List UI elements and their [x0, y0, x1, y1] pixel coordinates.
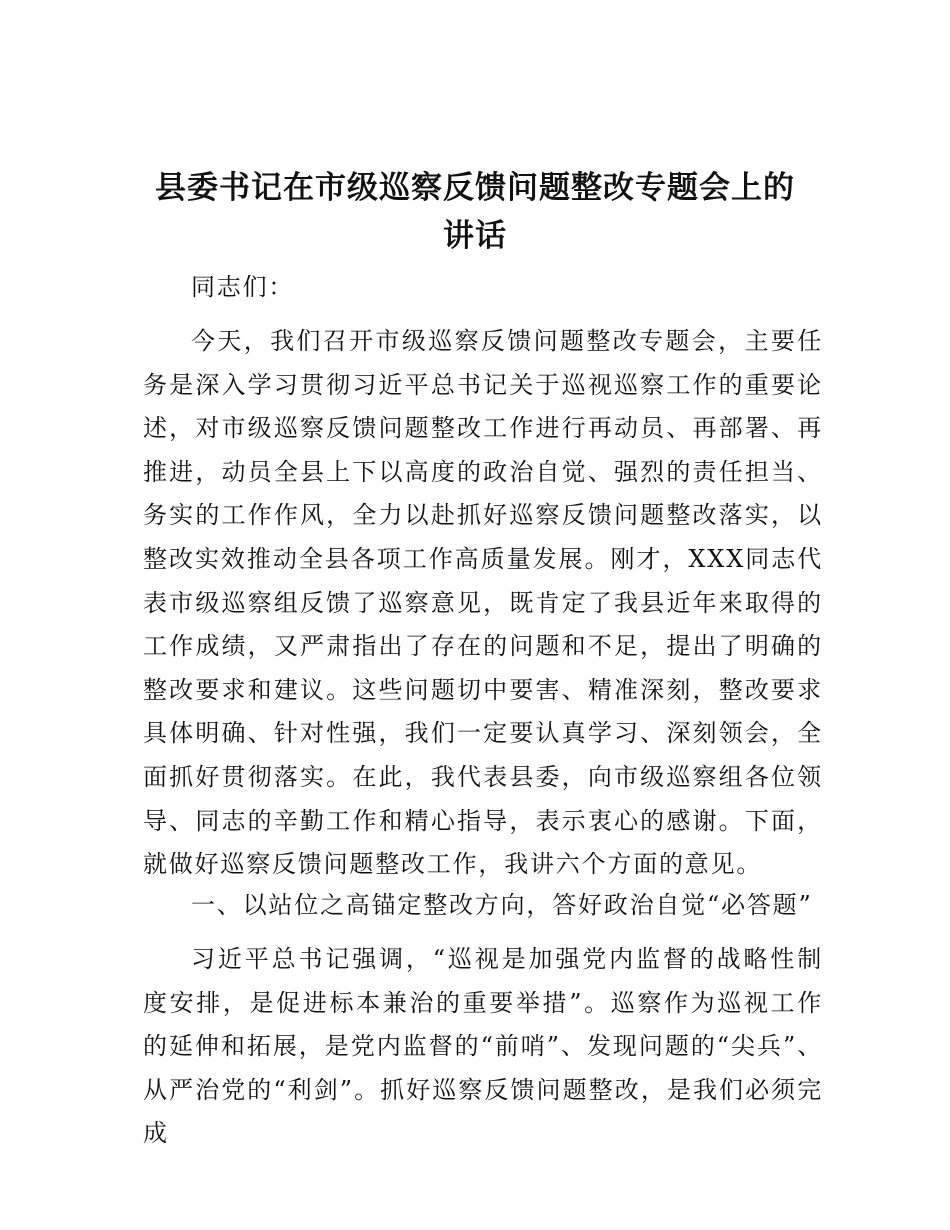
salutation: 同志们：	[191, 273, 295, 301]
document-title: 县委书记在市级巡察反馈问题整改专题会上的讲话	[155, 170, 795, 254]
section-heading: 一、以站位之高锚定整改方向，答好政治自觉“必答题”	[191, 891, 813, 919]
paragraph-intro: 今天，我们召开市级巡察反馈问题整改专题会，主要任务是深入学习贯彻习近平总书记关于巡视巡察工作的重要论述，对市级巡察反馈问题整改工作进行再动员、再部署、再推进，动员全县上下以高度的政治自觉、强烈的责任担当、务实的工作作风，全力以赴抓好巡察反馈问题整改落实，以整改实效推动全县各项工作高质量发展。刚才，XXX同志代表市级巡察组反馈了巡察意见，既肯定了我县近年来取得的工作成绩，又严肃指出了存在的问题和不足，提出了明确的整改要求和建议。这些问题切中要害、精准深刻，整改要求具体明确、针对性强，我们一定要认真学习、深刻领会，全面抓好贯彻落实。在此，我代表县委，向市级巡察组各位领导、同志的辛勤工作和精心指导，表示衷心的感谢。下面，就做好巡察反馈问题整改工作，我讲六个方面的意见。	[143, 327, 823, 879]
paragraph-section-one: 习近平总书记强调，“巡视是加强党内监督的战略性制度安排，是促进标本兼治的重要举措”。巡察作为巡视工作的延伸和拓展，是党内监督的“前哨”、发现问题的“尖兵”、从严治党的“利剑”。抓好巡察反馈问题整改，是我们必须完成	[143, 945, 823, 1148]
